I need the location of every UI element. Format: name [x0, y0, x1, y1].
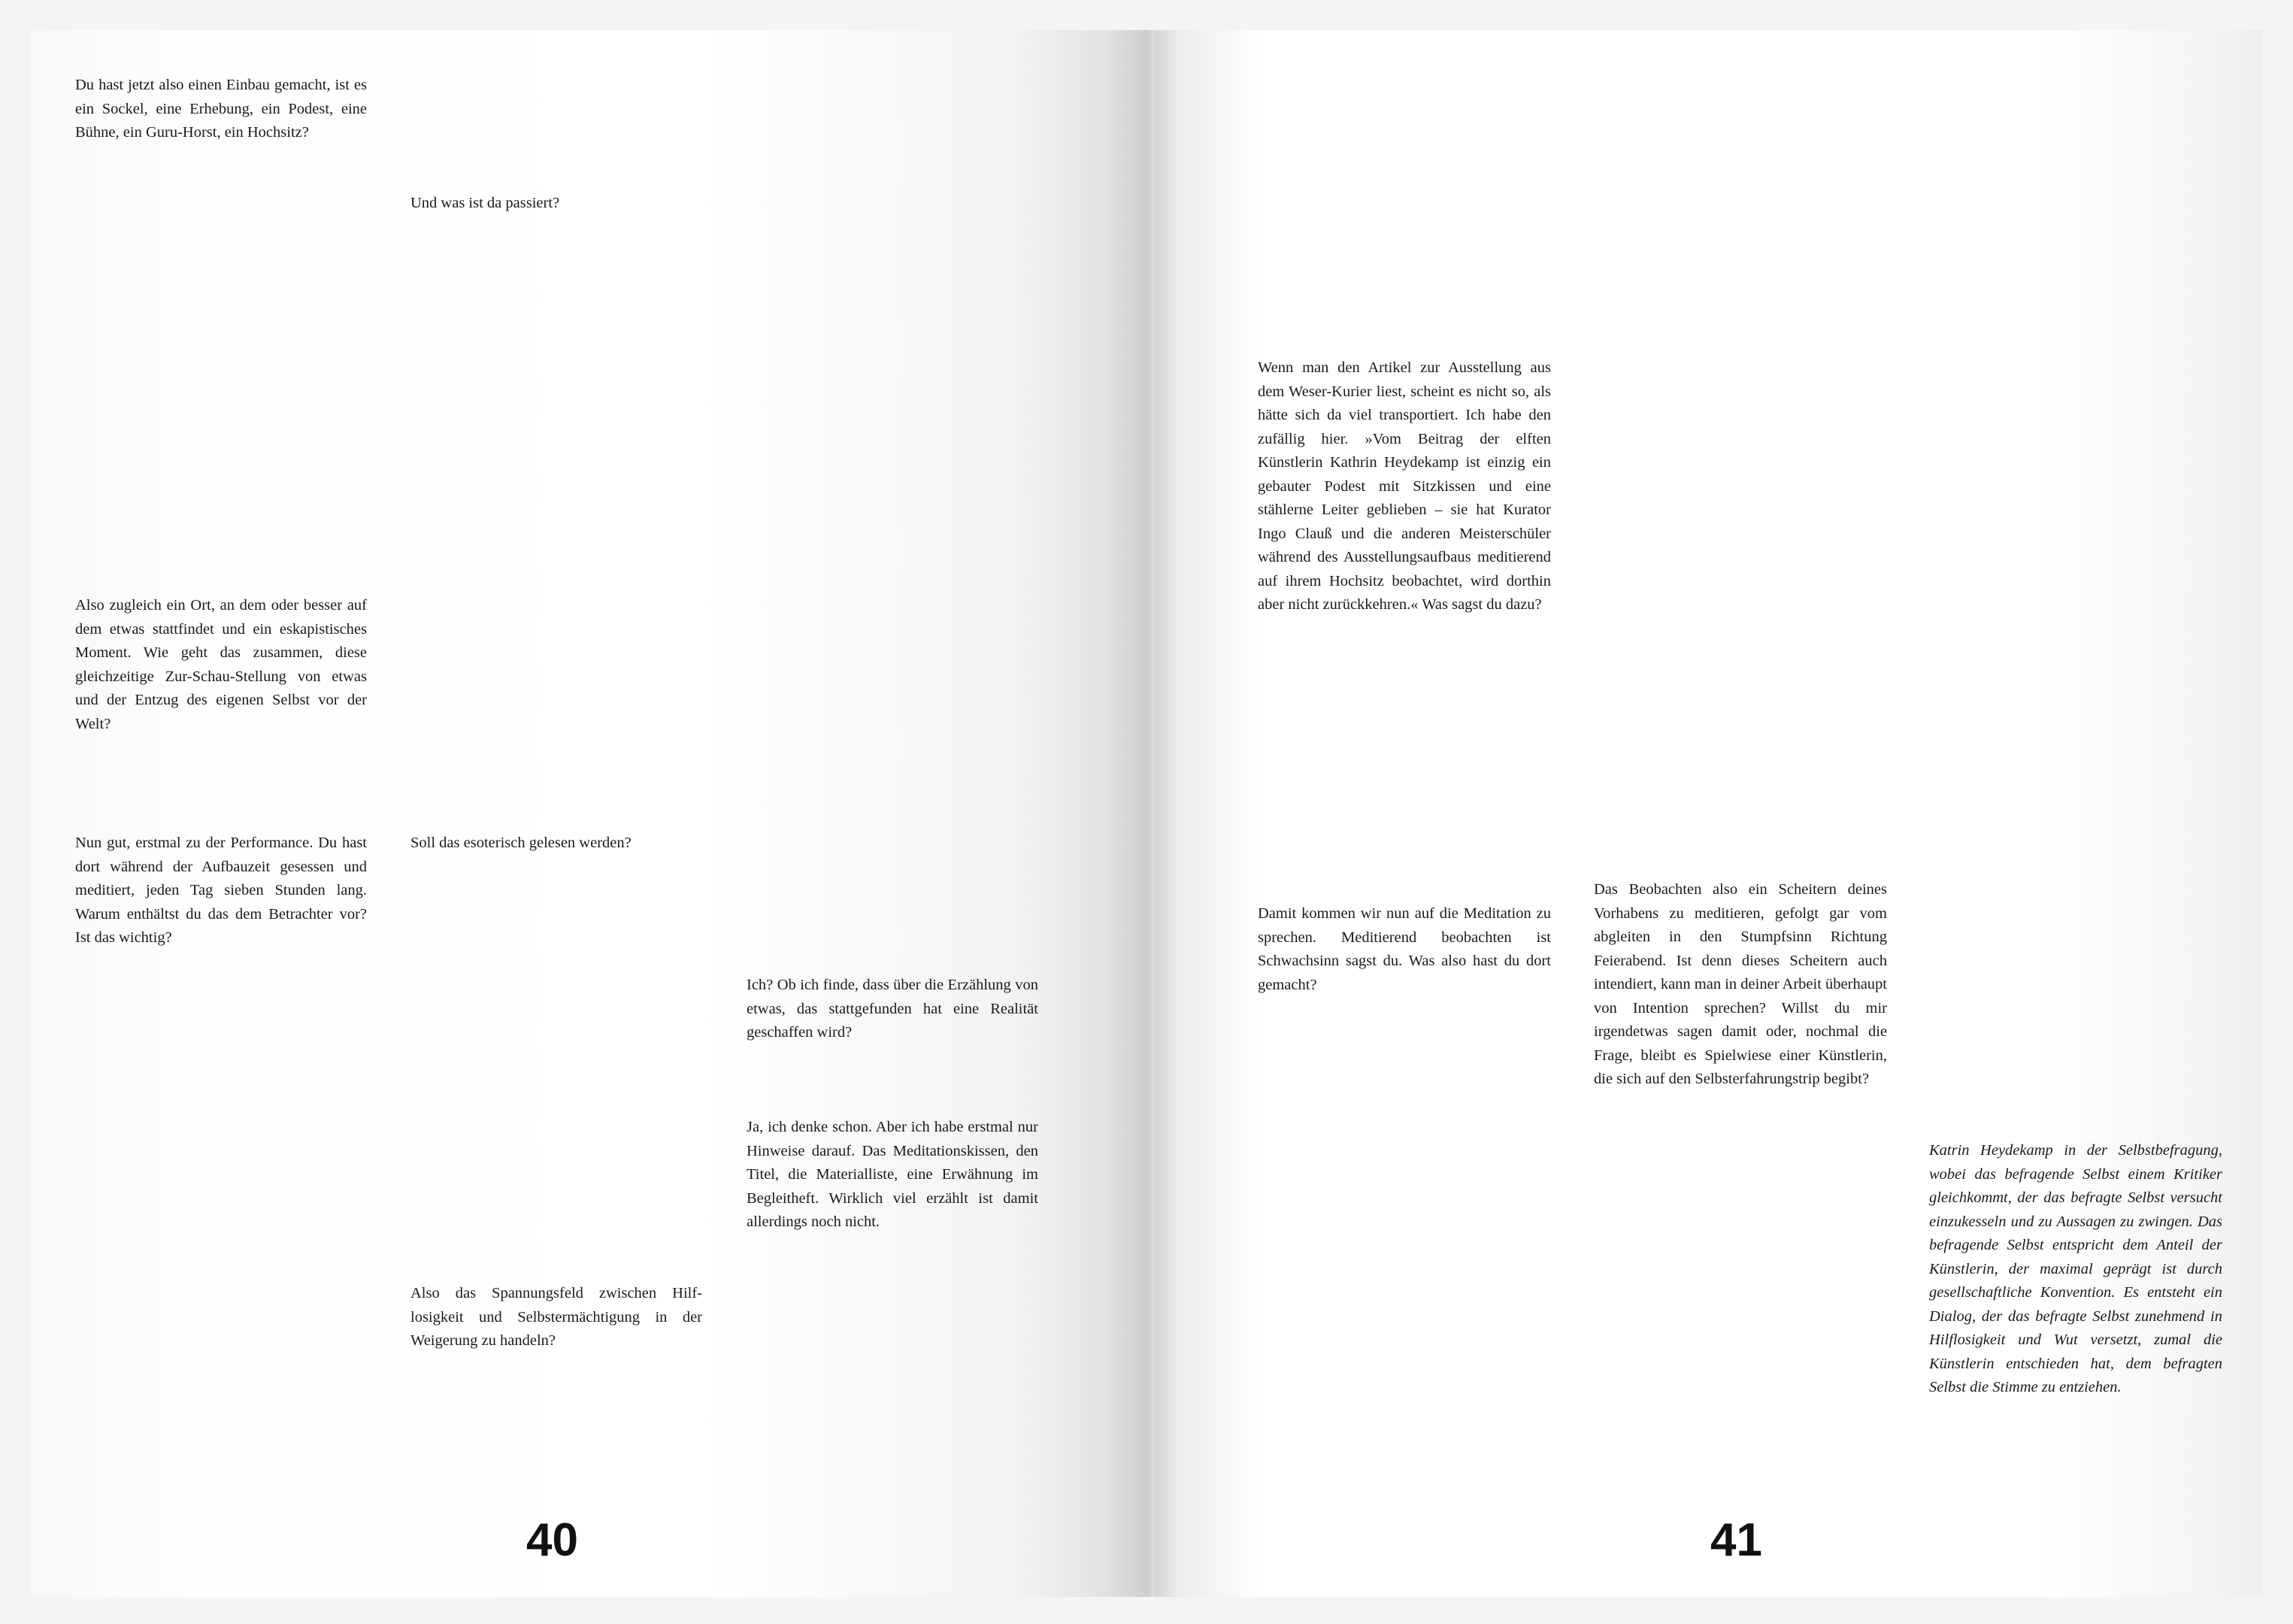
- left-page: [30, 30, 1150, 1597]
- question-block-1: Du hast jetzt also einen Einbau gemacht, ist es ein Sockel, eine Erhebung, ein Podest, eine Bühne, ein Guru-Horst, ein Hochsitz?: [75, 77, 367, 141]
- page-number-left: 40: [526, 1514, 578, 1566]
- question-block-7: Ja, ich denke schon. Aber ich habe erstmal nur Hinweise darauf. Das Meditationskissen, den Titel, die Materialliste, eine Erwähnung im Begleitheft. Wirklich viel erzählt ist damit allerdings noch nicht.: [747, 1119, 1038, 1230]
- question-block-9: Wenn man den Artikel zur Ausstellung aus dem Weser-Kurier liest, scheint es nicht so, als hätte sich da viel transportiert. Ich habe den zufällig hier. »Vom Beitrag der elften Künstlerin Kathrin Heydekamp ist einzig ein gebauter Podest mit Sitzkissen und eine stählerne Leiter geblieben – sie hat Kurator Ingo Clauß und die anderen Meisterschüler während des Ausstellungsaufbaus meditierend auf ihrem Hochsitz beobachtet, wird dorthin aber nicht zurückkehren.« Was sagst du dazu?: [1258, 359, 1551, 613]
- question-block-2: Und was ist da passiert?: [410, 195, 560, 211]
- book-gutter: [1146, 30, 1155, 1597]
- question-block-8: Also das Spannungsfeld zwischen Hilflosigkeit und Selbstermächtigung in der Weigerung zu handeln?: [410, 1285, 702, 1349]
- question-block-11: Das Beobachten also ein Scheitern deines Vorhabens zu meditieren, gefolgt gar vom abgleiten in den Stumpfsinn Richtung Feierabend. Ist denn dieses Scheitern auch intendiert, kann man in deiner Arbeit überhaupt von Intention sprechen? Willst du mir irgendetwas sagen damit oder, nochmal die Frage, bleibt es Spielwiese einer Künstlerin, die sich auf den Selbsterfahrungstrip begibt?: [1594, 881, 1887, 1087]
- page-number-right: 41: [1710, 1514, 1762, 1566]
- caption-block: Katrin Heydekamp in der Selbstbefragung, wobei das befragende Selbst einem Kritiker gleichkommt, der das befragte Selbst versucht einzukesseln und zu Aussagen zu zwingen. Das befragende Selbst entspricht dem Anteil der Künstlerin, der maximal geprägt ist durch gesellschaftliche Konvention. Es entsteht ein Dialog, der das befragte Selbst zunehmend in Hilflosigkeit und Wut versetzt, zumal die Künstlerin entschieden hat, dem befragten Selbst die Stimme zu entziehen.: [1929, 1142, 2222, 1395]
- question-block-10: Damit kommen wir nun auf die Meditation zu sprechen. Meditierend beobachten ist Schwachsinn sagst du. Was also hast du dort gemacht?: [1258, 905, 1551, 993]
- question-block-6: Ich? Ob ich finde, dass über die Erzählung von etwas, das stattgefunden hat eine Realität geschaffen wird?: [747, 977, 1038, 1041]
- question-block-4: Nun gut, erstmal zu der Performance. Du hast dort während der Aufbauzeit gesessen und meditiert, jeden Tag sieben Stunden lang. Warum enthältst du das dem Betrachter vor? Ist das wichtig?: [75, 835, 367, 946]
- question-block-5: Soll das esoterisch gelesen werden?: [410, 835, 632, 851]
- question-block-3: Also zugleich ein Ort, an dem oder besser auf dem etwas stattfindet und ein eskapistisches Moment. Wie geht das zusammen, diese gleichzeitige Zur-Schau-Stellung von etwas und der Entzug des eigenen Selbst vor der Welt?: [75, 597, 367, 732]
